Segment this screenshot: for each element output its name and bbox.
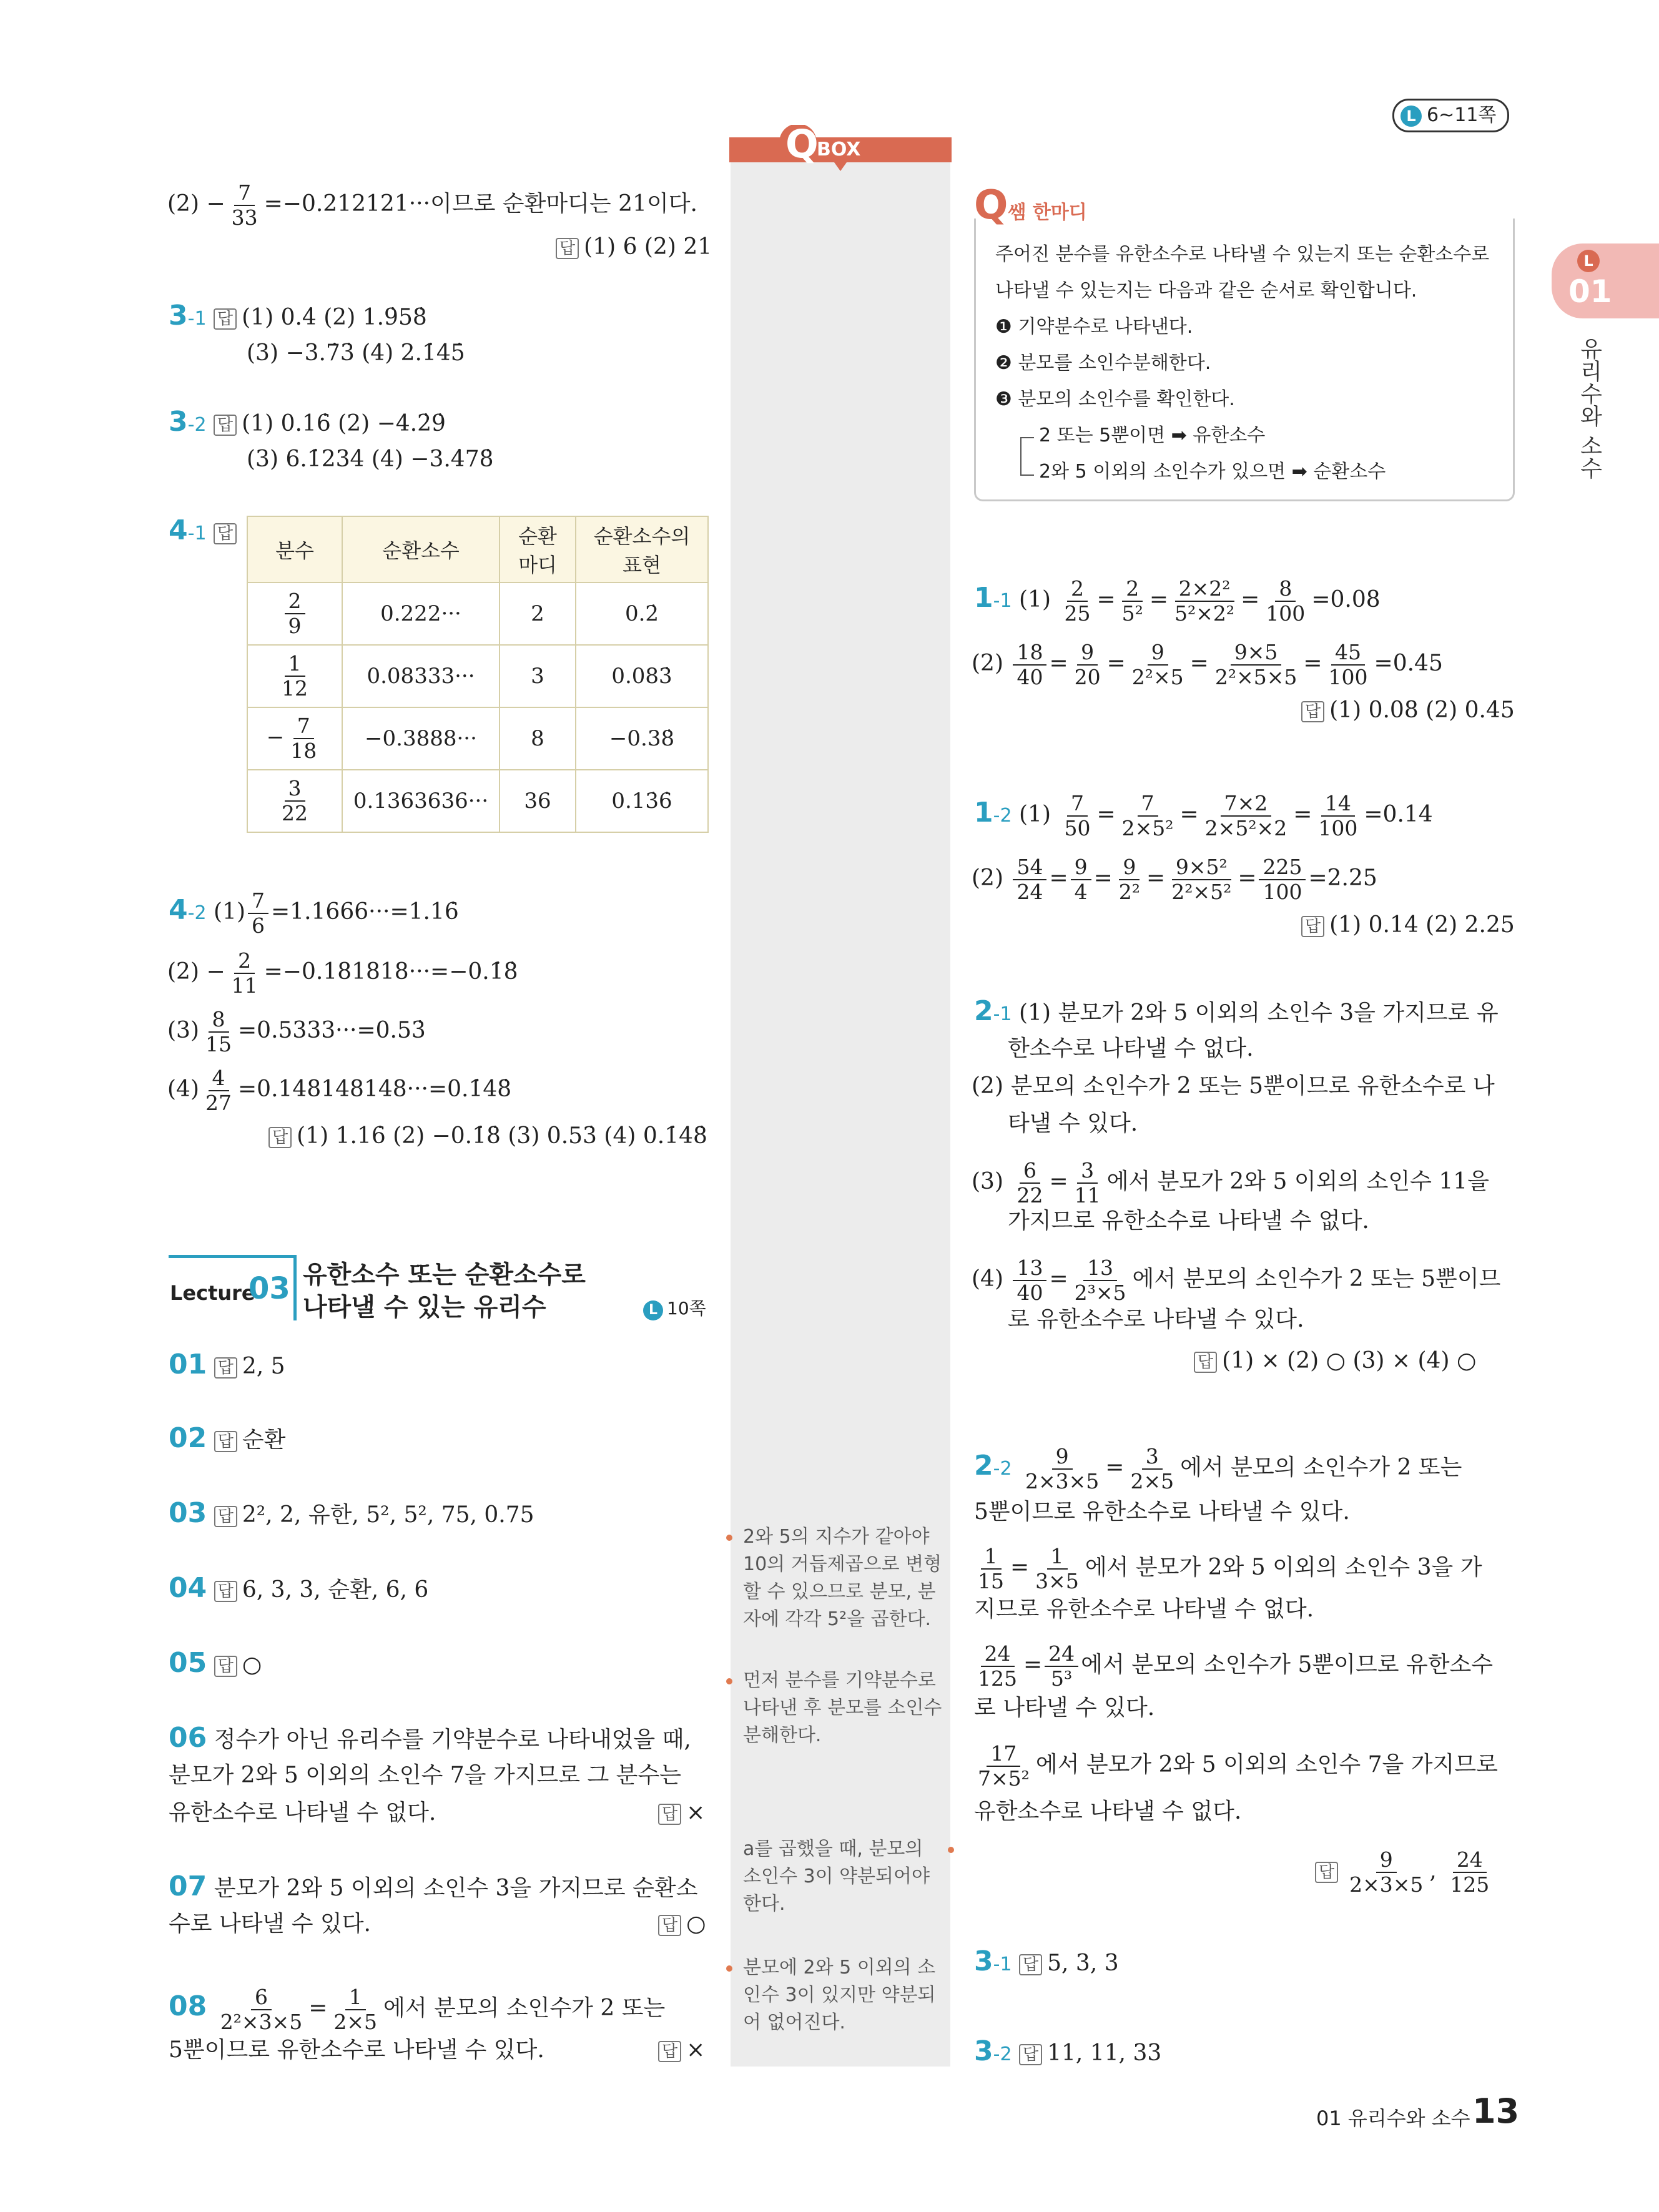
problem-1-2-line1: 1-2 (1) $\frac{7}{50}$ = $\frac{7}{\text{2×5²}}$ = $\frac{7\times 2}{\text{2×5²×2}}$ = $\frac{14}{100}$ =0.14 [974,791,1433,840]
q03: 03 답 2², 2, 유한, 5², 5², 75, 0.75 [169,1497,534,1529]
problem-2-2-s1: 2-2 $\frac{9}{2\times 3\times 5}$ = $\frac{3}{2\times 5}$ 에서 분모의 소인수가 2 또는 [974,1444,1462,1493]
q07-line1: 07 분모가 2와 5 이외의 소인수 3을 가지므로 순환소 [169,1870,698,1902]
qssam-step-3: ❸ 분모의 소인수를 확인한다. [995,388,1235,410]
qssam-branch-1: 2 또는 5뿐이면 ➡ 유한소수 [1039,425,1266,446]
q01: 01 답 2, 5 [169,1349,285,1380]
problem-3-2-right: 3-2 답 11, 11, 33 [974,2035,1162,2067]
q08-line2: 5뿐이므로 유한소수로 나타낼 수 있다. [169,2037,544,2063]
col-decimal: 순환소수 [342,516,500,582]
side-tab-mark-icon: L [1577,250,1600,272]
problem-2-1-t3: (3) $\frac{6}{22}$ = $\frac{3}{11}$ 에서 분모가 2와 5 이외의 소인수 11을 [972,1158,1489,1207]
problem-4-1: 4-1 답 [169,516,242,549]
table-row: $\frac{2}{9}$ 0.222··· 2 0.2̇ [247,582,708,645]
problem-4-2-3: (3) $\frac{8}{15}$ =0.5333···=0.53̇ [167,1007,426,1056]
problem-2-1-answer: 답 (1) × (2) ○ (3) × (4) ○ [1194,1346,1476,1376]
note-2: 먼저 분수를 기약분수로 나타낸 후 분모를 소인수분해한다. [743,1669,942,1746]
qssam-logo: Q쌤 한마디 [974,182,1087,229]
problem-2-1-t2b: 타낼 수 있다. [1008,1111,1138,1136]
page-ref [1392,99,1509,132]
problem-1-2-line2: (2) $\frac{54}{24}$ = $\frac{9}{4}$ = $\frac{9}{\text{2²}}$ = $\frac{\text{9×5²}}{\text{2²×5²}}$ = $\frac{225}{100}$ =2.25 [972,855,1377,904]
problem-2-1-t2a: (2) 분모의 소인수가 2 또는 5뿐이므로 유한소수로 나 [972,1073,1495,1099]
side-tab-number: 01 [1568,273,1612,310]
lecture-mark-icon: L [643,1300,663,1320]
decimal-table [247,516,709,833]
table-row: − $\frac{7}{18}$ −0.3888··· 8 −0.38̇ [247,707,708,770]
lecture-title-1: 유한소수 또는 순환소수로 [303,1261,586,1289]
lecture-number: 03 [249,1271,290,1306]
lecture-ref: L 10쪽 [643,1295,706,1320]
side-tab-title: 유리수와 소수 [1577,337,1602,479]
problem-3-1-line2: (3) −3.7̇3̇ (4) 2.1̇45̇ [247,340,465,366]
problem-2-2-s3: $\frac{24}{125}$ = $\frac{24}{\text{5³}}$ 에서 분모의 소인수가 5뿐이므로 유한소수 [978,1641,1494,1691]
q06-line3: 유한소수로 나타낼 수 없다. [169,1800,436,1826]
qbox-box: BOX [817,139,861,160]
note-dot-icon [726,1678,732,1684]
problem-2-1-t1a: 2-1 (1) 분모가 2와 5 이외의 소인수 3을 가지므로 유 [974,995,1499,1027]
problem-3-2: 3-2 답 (1) 0.16̇ (2) −4.2̇9̇ [169,406,446,438]
qssam-line-1: 주어진 분수를 유한소수로 나타낼 수 있는지 또는 순환소수로 [995,243,1490,265]
top-line: (2) − $\frac{7}{33}$ =−0.212121···이므로 순환마디는 21이다. [167,180,697,230]
qssam-line-2: 나타낼 수 있는지는 다음과 같은 순서로 확인합니다. [995,280,1417,302]
problem-3-1: 3-1 답 (1) 0.4̇ (2) 1.9̇58̇ [169,300,427,332]
problem-1-1-answer: 답 (1) 0.08 (2) 0.45 [1301,696,1515,725]
q06-answer: 답 × [658,1798,705,1828]
note-4: 분모에 2와 5 이외의 소인수 3이 있지만 약분되어 없어진다. [743,1957,936,2033]
problem-4-2-answer: 답 (1) 1.16̇ (2) −0.1̇8̇ (3) 0.53̇ (4) 0.1̇48̇ [268,1121,707,1151]
q08-answer: 답 × [658,2035,705,2065]
q06-line1: 06 정수가 아닌 유리수를 기약분수로 나타내었을 때, [169,1722,691,1754]
problem-3-2-line2: (3) 6.1̇234̇ (4) −3.4̇78̇ [247,446,494,472]
note-dot-icon [948,1847,954,1853]
note-dot-icon [726,1965,732,1972]
q05: 05 답 ○ [169,1647,262,1679]
top-answer: 답 (1) 6 (2) 21 [556,232,712,262]
problem-1-1-line1: 1-1 (1) $\frac{2}{25}$ = $\frac{2}{\text{5²}}$ = $\frac{\text{2×2²}}{\text{5²×2²}}$ = $\frac{8}{100}$ =0.08 [974,576,1381,626]
q06-line2: 분모가 2와 5 이외의 소인수 7을 가지므로 그 분수는 [169,1762,682,1788]
lecture-title-2: 나타낼 수 있는 유리수 [303,1293,546,1322]
qssam-branch-2: 2와 5 이외의 소인수가 있으면 ➡ 순환소수 [1039,461,1386,483]
problem-1-2-answer: 답 (1) 0.14 (2) 2.25 [1301,910,1515,940]
table-row: $\frac{1}{12}$ 0.08333··· 3 0.083̇ [247,645,708,707]
qbox-q: Q [785,121,819,167]
problem-2-2-s2b: 지므로 유한소수로 나타낼 수 없다. [974,1596,1314,1622]
problem-4-2-4: (4) $\frac{4}{27}$ =0.148148148···=0.1̇48̇ [167,1066,512,1115]
problem-2-2-s3b: 로 나타낼 수 있다. [974,1695,1155,1721]
q04: 04 답 6, 3, 3, 순환, 6, 6 [169,1572,429,1604]
problem-4-2-2: (2) − $\frac{2}{11}$ =−0.181818···=−0.1̇8̇ [167,948,518,998]
problem-2-1-t1b: 한소수로 나타낼 수 없다. [1008,1036,1254,1061]
note-1: 2와 5의 지수가 같아야 10의 거듭제곱으로 변형할 수 있으므로 분모, 분자에 각각 5²을 곱한다. [743,1526,942,1630]
col-notation: 순환소수의 표현 [576,516,708,582]
q07-line2: 수로 나타낼 수 있다. [169,1911,371,1937]
page-number: 13 [1472,2092,1520,2131]
qbox-column [731,144,950,2067]
problem-4-2-1: 4-2 (1) $\frac{7}{6}$ =1.1666···=1.16̇ [169,888,459,938]
problem-2-2-s2: $\frac{1}{15}$ = $\frac{1}{3\times 5}$ 에서 분모가 2와 5 이외의 소인수 3을 가 [978,1544,1482,1593]
problem-2-1-t4b: 로 유한소수로 나타낼 수 있다. [1008,1307,1304,1332]
table-row: $\frac{3}{22}$ 0.1363636··· 36 0.13̇6̇ [247,770,708,832]
lecture-word: Lecture [170,1281,255,1305]
problem-2-2-answer: 답 $\frac{9}{2\times 3\times 5}$ , $\frac{24}{125}$ [1315,1848,1495,1897]
problem-2-1-t3b: 가지므로 유한소수로 나타낼 수 없다. [1008,1208,1369,1234]
qssam-bracket [1020,437,1034,476]
col-period: 순환 마디 [500,516,576,582]
qbox-header [729,121,952,169]
problem-3-1-right: 3-1 답 5, 3, 3 [974,1945,1119,1977]
q07-answer: 답 ○ [658,1909,706,1939]
note-dot-icon [726,1535,732,1541]
page-ref-text: 6~11쪽 [1427,104,1497,126]
problem-2-2-s4: $\frac{17}{\text{7×5²}}$ 에서 분모가 2와 5 이외의 소인수 7을 가지므로 [978,1741,1498,1791]
problem-2-1-t4: (4) $\frac{13}{40}$ = $\frac{13}{\text{2³×5}}$ 에서 분모의 소인수가 2 또는 5뿐이므 [972,1256,1501,1305]
qssam-step-1: ❶ 기약분수로 나타낸다. [995,316,1193,338]
qssam-step-2: ❷ 분모를 소인수분해한다. [995,352,1211,374]
q02: 02 답 순환 [169,1422,286,1454]
footer-chapter: 01 유리수와 소수 [1316,2106,1470,2130]
col-fraction: 분수 [247,516,342,582]
problem-2-2-s1b: 5뿐이므로 유한소수로 나타낼 수 있다. [974,1499,1350,1525]
lecture-mark-icon: L [1401,106,1422,127]
problem-1-1-line2: (2) $\frac{18}{40}$ = $\frac{9}{20}$ = $\frac{9}{\text{2²×5}}$ = $\frac{9\times 5}{\text{2²×5×5}}$ = $\frac{45}{100}$ =0.45 [972,640,1443,689]
note-3: a를 곱했을 때, 분모의 소인수 3이 약분되어야 한다. [743,1838,930,1915]
q08-line1: 08 $\frac{6}{\text{2²×3×5}}$ = $\frac{1}{2\times 5}$ 에서 분모의 소인수가 2 또는 [169,1985,666,2034]
problem-2-2-s4b: 유한소수로 나타낼 수 없다. [974,1799,1242,1824]
